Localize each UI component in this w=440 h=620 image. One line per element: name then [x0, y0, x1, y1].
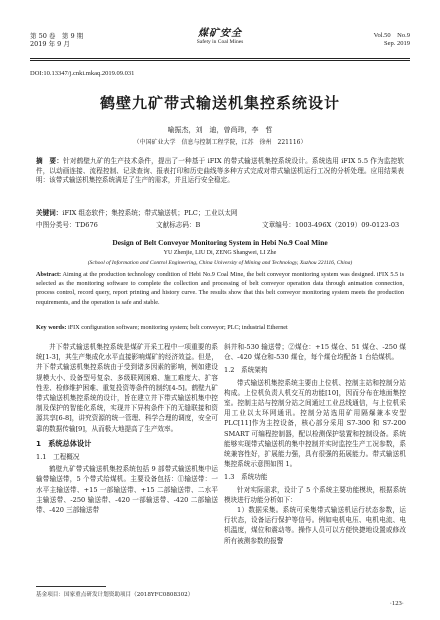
- clc-number: 中图分类号：TD676: [36, 221, 98, 229]
- body-paragraph: 井下带式输送机集控系统是煤矿开采工程中一项重要的系统[1-3]，其生产集成化水平直接影响煤矿的经济效益。但是，井下带式输送机集控系统由于受到诸多因素的影响，例如建设规模大小、设备型号复杂、多级联网困难、施工难度大、扩容性差、检修维护困难、重复投资等条件的制约[4-5]。鹤壁九矿带式输送机集控系统的设计，旨在建立井下带式输送机集中控制及保护的智能化系统，实现井下异构条件下的无缝联接和资源共享[6-8]，讲究资源的统一管理、科学合理的调度，安全可靠的数据传输[9]，从而极大地提高了生产效率。: [36, 343, 218, 433]
- abstract-en-text: Aiming at the production technology condition of Hebi No.9 Coal Mine, the belt conveyor monitoring system was designed. iFIX 5.5 is selected as the monitoring software to complete the collection and processing of belt conveyor operation data through animation connection, process control, record query, report printing and history curve. The results show that this belt conveyor monitoring system meets the production requirements, and the operation is safe and stable.: [36, 271, 404, 306]
- abstract-en: [36, 270, 404, 307]
- subsection-heading: 1.1 工程概况: [36, 453, 80, 462]
- journal-logo: [30, 30, 410, 46]
- subsection-heading: 1.3 系统功能: [224, 473, 268, 482]
- subsection-heading: 1.2 系统架构: [224, 366, 268, 375]
- authors-zh: 喻振杰，刘 迪，曾尚玮，李 哲: [167, 126, 273, 134]
- header-divider: [30, 58, 410, 59]
- body-column-left: [36, 342, 218, 515]
- paper-title-en: Design of Belt Conveyor Monitoring System in Hebi No.9 Coal Mine: [112, 238, 328, 247]
- keywords-zh-label: 关键词：: [36, 209, 63, 217]
- journal-logo-en: Safety in Coal Mines: [196, 39, 244, 45]
- doi[interactable]: DOI:10.13347/j.cnki.mkaq.2019.09.031: [30, 70, 135, 77]
- header-date-zh: 2019 年 9 月: [30, 40, 70, 48]
- header-volume-right: [374, 32, 410, 48]
- journal-header: [30, 30, 410, 56]
- abstract-zh-label: 摘 要：: [36, 157, 64, 165]
- funding-footnote: 基金项目：国家重点研发计划资助项目（2018YFC0808302）: [36, 592, 194, 598]
- abstract-en-label: Abstract:: [36, 271, 62, 278]
- page-number: ·123·: [389, 600, 404, 607]
- keywords-zh: [36, 207, 404, 217]
- body-paragraph: 针对实际需求，设计了 5 个系统主要功能模块，根据系统模块进行功能分析如下：: [224, 485, 406, 504]
- header-volume-en: Vol.50 No.9: [373, 32, 410, 39]
- abstract-zh: [36, 157, 404, 186]
- document-code: 文献标志码：B: [156, 221, 201, 229]
- header-date-en: Sep. 2019: [384, 40, 410, 47]
- affiliation-en: (School of Information and Control Engineering, China University of Mining and Technology, Xuzhou 221116, China): [87, 260, 353, 266]
- header-volume-zh: 第 50 卷 第 9 期: [30, 32, 84, 40]
- keywords-en-text: iFIX configuration software; monitoring system; belt conveyor; PLC; industrial Ethernet: [67, 324, 288, 331]
- body-column-right: [224, 342, 406, 546]
- paper-title-zh: 鹤壁九矿带式输送机集控系统设计: [99, 94, 340, 112]
- keywords-zh-text: iFIX 组态软件；集控系统；带式输送机；PLC；工业以太网: [62, 209, 238, 217]
- body-paragraph: 带式输送机集控系统主要由上位机、控制主站和控制分站构成。上位机负责人机交互的功能[10]，因而分布在地面集控室。控制主站与控制分站之间通过工业总线通信，与上位机采用工业以太环网通讯。控制分站选用矿用隔爆兼本安型 PLC[11]作为主控设备，核心部分采用 S7-300 和 S7-200 SMART 可编程控制器，配以检测保护装置和控制设备。系统能够实现带式输送机的集中控制并实时监控生产工况参数，系统兼容性好，扩展能力强，具有很强的拓展能力。带式输送机集控系统示意图如图 1。: [224, 378, 406, 469]
- footnote-divider: [36, 586, 106, 587]
- body-paragraph: 1）数据采集。系统可采集带式输送机运行状态参数，运行状态，设备运行保护等信号。例如电机电压、电机电流、电机温度，煤位和震动等。操作人员可以方便快捷地设置或修改所有被测参数的报警: [224, 506, 406, 545]
- journal-logo-zh: 煤矿安全: [198, 28, 242, 39]
- section-heading: 1 系统总体设计: [36, 438, 92, 448]
- body-paragraph: 斜井和-530 输送带；②煤仓：+15 煤仓、51 煤仓、-250 煤仓、-420 煤仓和-530 煤仓，每个煤仓均配备 1 台给煤机。: [224, 343, 406, 362]
- article-number: 文章编号：1003-496X（2019）09-0123-03: [262, 221, 400, 229]
- abstract-zh-text: 针对鹤壁九矿的生产技术条件，提出了一种基于 iFIX 的带式输送机集控系统设计。系统选用 iFIX 5.5 作为监控软件，以动画连接、流程控制、记录查询、报表打印和历史曲线等多种方式完成对带式输送机运行工况的分析处理。应用结果表明：该带式输送机集控系统满足了生产的需求，并且运行安全稳定。: [36, 157, 404, 185]
- authors-en: YU Zhenjie, LIU Di, ZENG Shangwei, LI Zhe: [163, 250, 277, 256]
- body-paragraph: 鹤壁九矿带式输送机集控系统包括 9 部带式输送机集中运输带输送带，5 个带式给煤机。主要设备包括：①输送带：一水平主输送带、+15 一部输送带、+15 二部输送带、二水平主输送带、-250 输送带、-420 一部输送带、-420 二部输送带、-420 三部输送带: [36, 465, 218, 515]
- keywords-en: [36, 324, 404, 331]
- keywords-en-label: Key words:: [36, 324, 67, 331]
- affiliation-zh: （中国矿业大学 信息与控制工程学院，江苏 徐州 221116）: [133, 139, 307, 146]
- header-divider-thin: [30, 60, 410, 61]
